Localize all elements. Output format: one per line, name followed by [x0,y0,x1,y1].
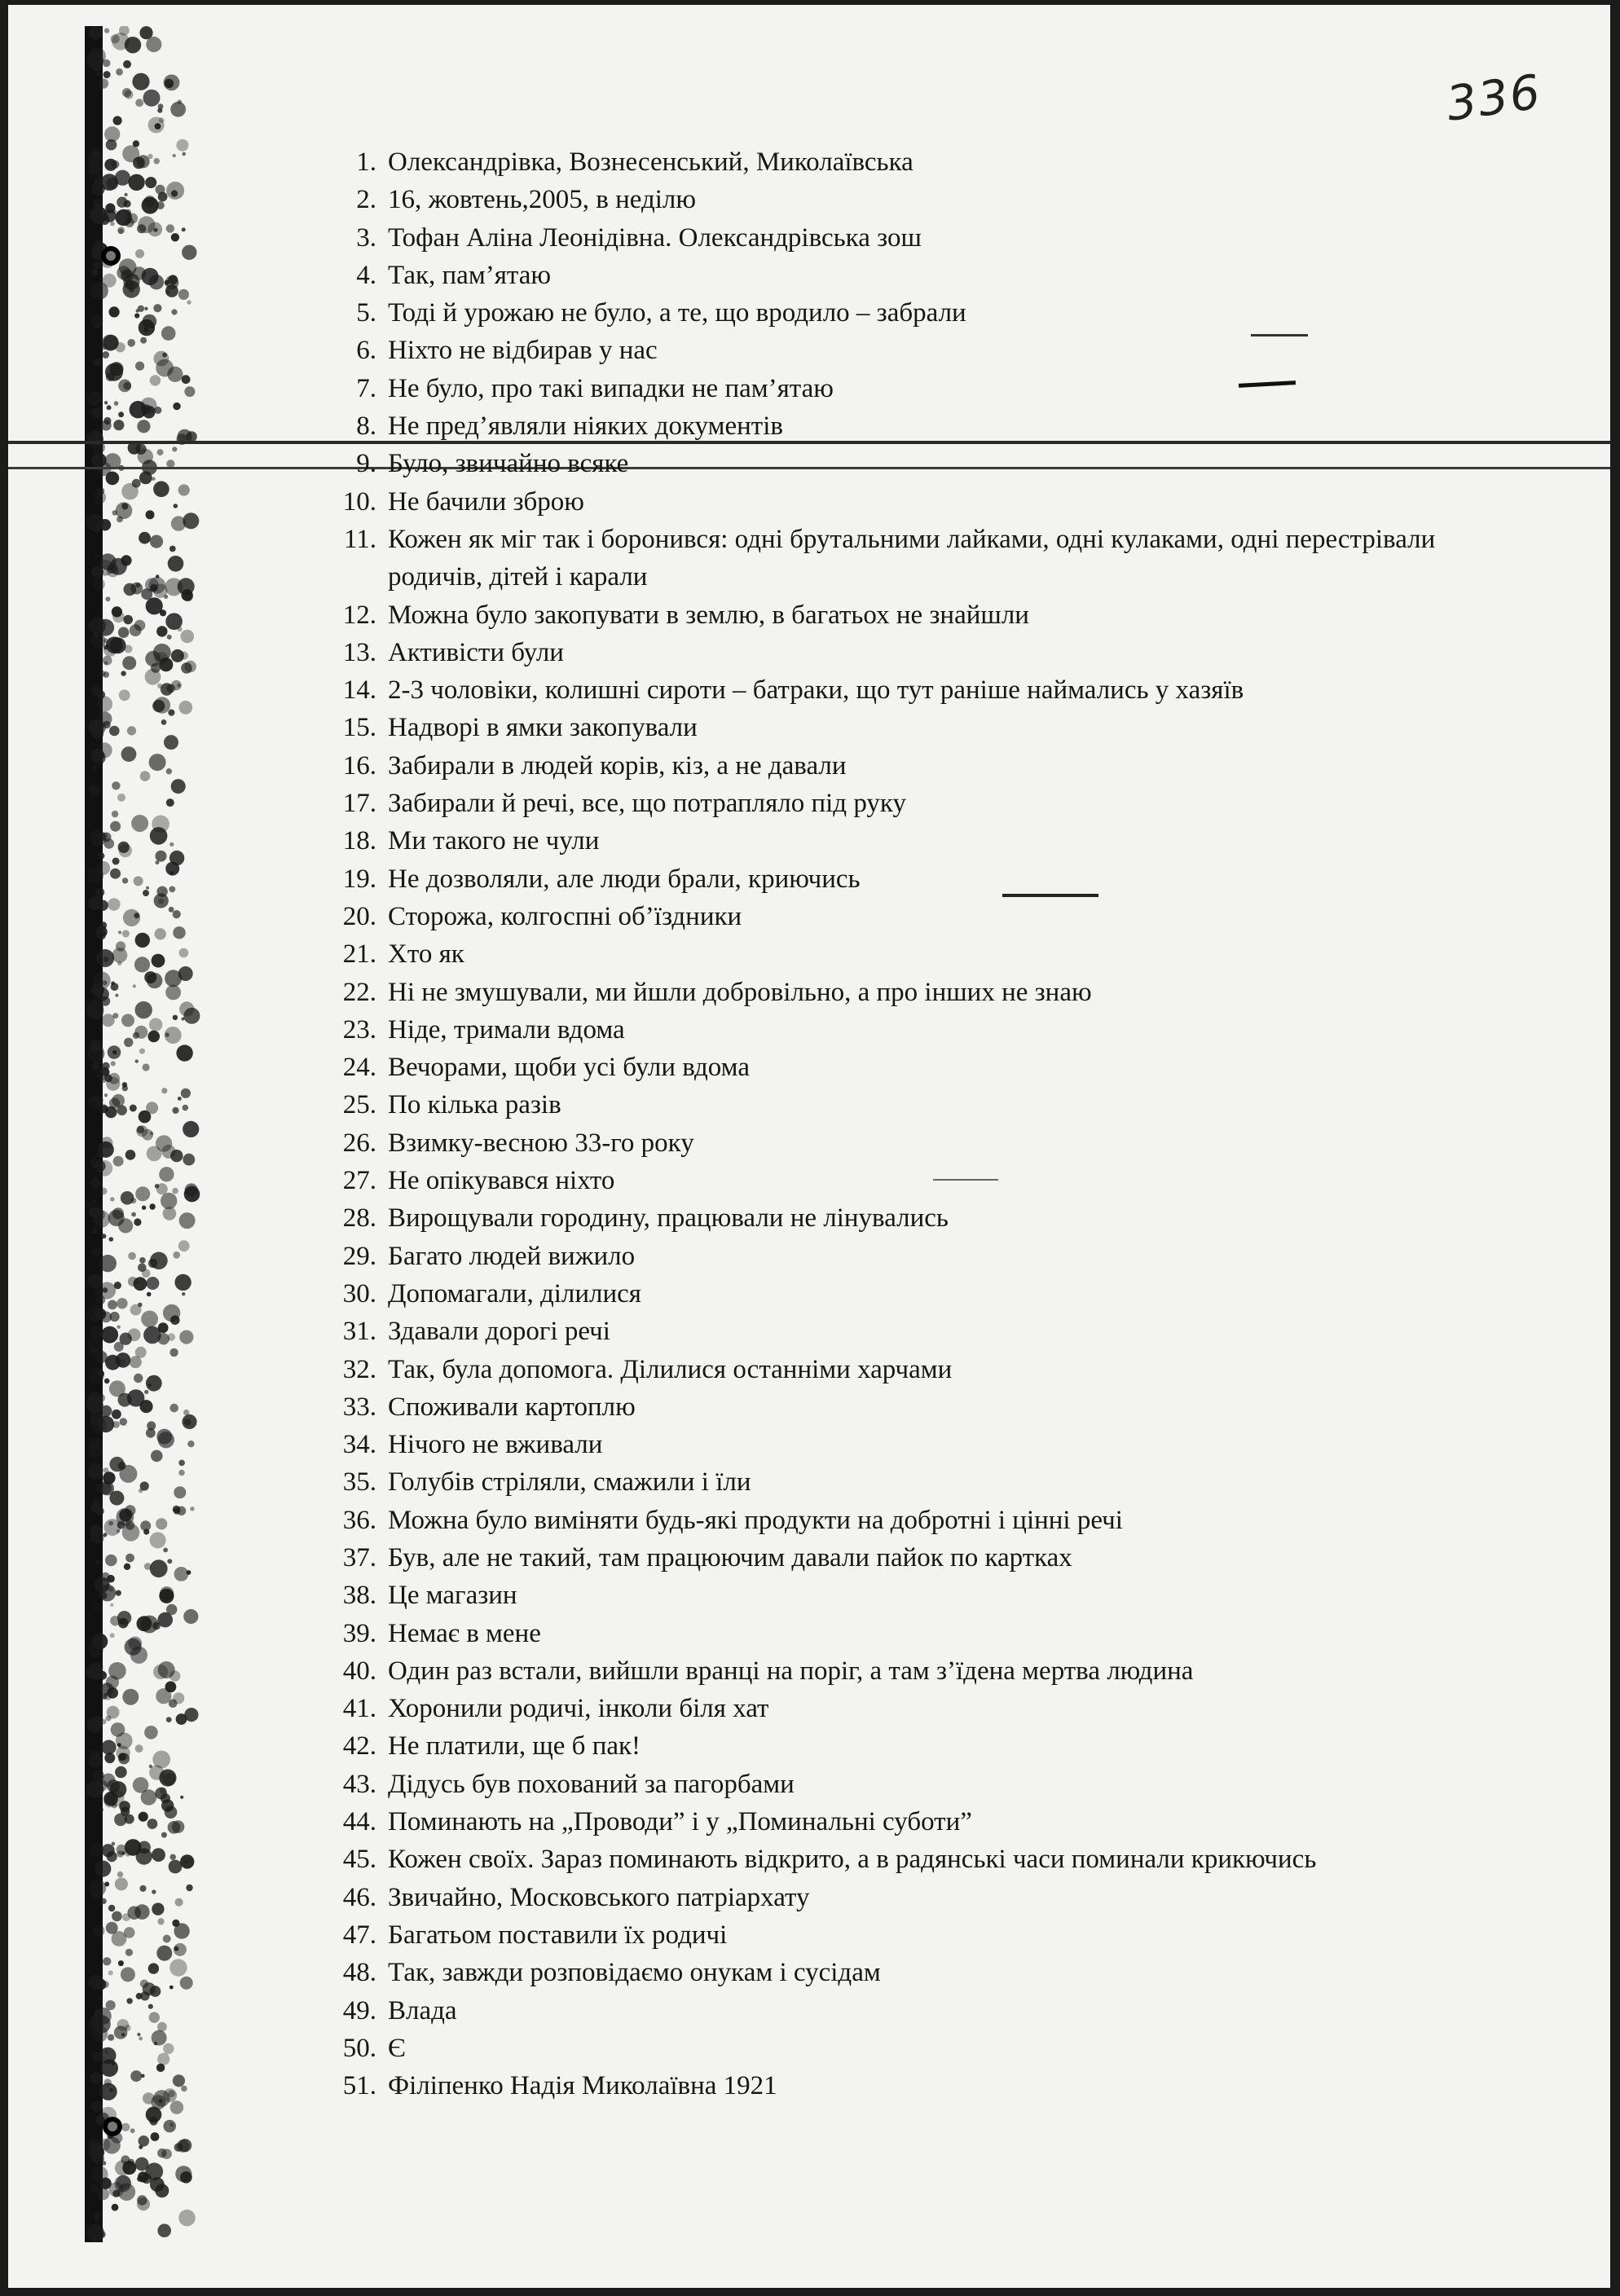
answer-item [326,822,1532,860]
answer-number: 31. [342,1317,376,1347]
answer-text: Можна було виміняти будь-які продукти на добротні і цінні речі [388,1505,1123,1535]
answer-text: Олександрівка, Вознесенський, Миколаївська [388,147,913,177]
scan-noise-pattern [86,26,200,2242]
answer-text: 16, жовтень,2005, в неділю [388,185,697,215]
answer-text: 2-3 чоловіки, колишні сироти – батраки, що тут раніше наймались у хазяїв [388,675,1244,706]
answer-item [326,1426,1532,1463]
answer-number: 41. [342,1694,376,1724]
answer-item [326,294,1532,332]
answer-number: 33. [342,1392,376,1422]
answer-number: 25. [342,1090,376,1120]
answer-text: Голубів стріляли, смажили і їли [388,1467,751,1498]
answer-number: 2. [356,185,376,215]
answer-number: 27. [342,1166,376,1196]
answer-text: Забирали й речі, все, що потрапляло під руку [388,789,906,819]
answer-number: 50. [342,2033,376,2063]
answer-number: 7. [356,373,376,403]
answer-item [326,370,1532,407]
answer-text: Був, але не такий, там працюючим давали пайок по картках [388,1542,1072,1572]
answer-number: 5. [356,298,376,328]
answer-text: Звичайно, Московського патріархату [388,1882,810,1912]
answer-text: Допомагали, ділилися [388,1278,641,1309]
answer-item [326,1502,1532,1539]
answer-item [326,332,1532,369]
answer-text: Так, пам’ятаю [388,260,551,290]
answer-text: Поминають на „Проводи” і у „Поминальні суботи” [388,1807,972,1837]
answer-number: 24. [342,1053,376,1083]
answer-number: 23. [342,1014,376,1045]
answer-text: Споживали картоплю [388,1392,636,1422]
answer-number: 21. [342,939,376,970]
answer-text: Не бачили зброю [388,486,584,517]
answer-item [326,1916,1532,1954]
answer-text: Немає в мене [388,1618,541,1648]
answer-text: Сторожа, колгоспні об’їздники [388,901,742,931]
answer-item [326,1388,1532,1426]
answer-number: 40. [342,1656,376,1686]
answer-text: Багато людей вижило [388,1241,636,1271]
answer-text: Надворі в ямки закопували [388,713,698,743]
answer-number: 17. [342,789,376,819]
answer-number: 18. [342,826,376,856]
answer-text: Ми такого не чули [388,826,600,856]
answer-text: Здавали дорогі речі [388,1317,610,1347]
answer-text: Взимку-весною 33-го року [388,1128,694,1158]
answer-text: Ніхто не відбирав у нас [388,336,658,366]
answer-item [326,1313,1532,1350]
answer-number: 44. [342,1807,376,1837]
answer-number: 4. [356,260,376,290]
answer-item [326,634,1532,671]
answer-text: Один раз встали, вийшли вранці на поріг, а там з’їдена мертва людина [388,1656,1194,1686]
answer-text: Активісти були [388,637,564,667]
answer-item [326,1049,1532,1086]
answer-number: 38. [342,1581,376,1611]
answer-text: Кожен своїх. Зараз поминають відкрито, а в радянські часи поминали крикючись [388,1845,1317,1875]
answer-number: 49. [342,1995,376,2025]
answer-text: Дідусь був похований за пагорбами [388,1769,795,1799]
answer-text: Не опікувався ніхто [388,1166,615,1196]
answer-item [326,1652,1532,1690]
answer-number: 13. [342,637,376,667]
binding-strip [85,26,103,2242]
answer-number: 47. [342,1920,376,1950]
answer-item [326,1275,1532,1313]
answer-item [326,2067,1532,2105]
answer-number: 3. [356,222,376,253]
answer-number: 1. [356,147,376,177]
answer-text: Вечорами, щоби усі були вдома [388,1053,750,1083]
answer-number: 28. [342,1203,376,1234]
answer-item [326,1463,1532,1501]
answer-number: 32. [342,1354,376,1384]
answer-item [326,1086,1532,1124]
answer-item [326,1199,1532,1237]
answer-item [326,2030,1532,2067]
answer-text: Тофан Аліна Леонідівна. Олександрівська зош [388,222,922,253]
answer-number: 43. [342,1769,376,1799]
answer-text: Можна було закопувати в землю, в багатьох не знайшли [388,600,1029,630]
answer-number: 35. [342,1467,376,1498]
answer-item [326,1577,1532,1614]
answer-number: 6. [356,336,376,366]
answer-number: 42. [342,1731,376,1762]
answer-number: 19. [342,864,376,894]
answer-item [326,747,1532,785]
answer-text: Не дозволяли, але люди брали, криючись [388,864,861,894]
answer-text: Не пред’являли ніяких документів [388,411,783,442]
answer-item [326,1162,1532,1199]
answer-item [326,1766,1532,1803]
answer-number: 11. [343,524,376,554]
answer-number: 12. [342,600,376,630]
answer-number: 45. [342,1845,376,1875]
answer-number: 46. [342,1882,376,1912]
answer-text: Влада [388,1995,457,2025]
answer-number: 14. [342,675,376,706]
answer-text: Багатьом поставили їх родичі [388,1920,728,1950]
answer-item [326,407,1532,445]
answer-text: Не платили, ще б пак! [388,1731,641,1762]
answer-text: Ніде, тримали вдома [388,1014,625,1045]
answer-number: 36. [342,1505,376,1535]
answer-text: Було, звичайно всяке [388,449,629,479]
answer-text: Це магазин [388,1581,517,1611]
answer-number: 15. [342,713,376,743]
answer-item [326,521,1532,596]
answer-item [326,1615,1532,1652]
answer-text: Не було, про такі випадки не пам’ятаю [388,373,834,403]
answer-item [326,1011,1532,1049]
answer-item [326,1727,1532,1765]
answer-text: Хто як [388,939,464,970]
answer-number: 30. [342,1278,376,1309]
answer-number: 34. [342,1430,376,1460]
answer-item [326,1690,1532,1727]
answer-item [326,1539,1532,1577]
answer-item [326,1841,1532,1878]
answer-item [326,1238,1532,1275]
answer-text: Вирощували городину, працювали не лінувались [388,1203,949,1234]
answer-number: 16. [342,750,376,781]
answer-item [326,935,1532,973]
answer-list [326,143,1532,2105]
answer-item [326,1954,1532,1991]
answer-item [326,143,1532,181]
answer-number: 9. [356,449,376,479]
answer-number: 8. [356,411,376,442]
answer-item [326,1992,1532,2030]
answer-item [326,1351,1532,1388]
answer-number: 48. [342,1958,376,1988]
answer-item [326,860,1532,898]
answer-number: 26. [342,1128,376,1158]
answer-item [326,257,1532,294]
answer-number: 20. [342,901,376,931]
binding-edge-noise [78,26,217,2242]
answer-text: Тоді й урожаю не було, а те, що вродило – забрали [388,298,966,328]
answer-number: 10. [342,486,376,517]
answer-item [326,483,1532,521]
answer-item [326,1124,1532,1162]
answer-text: Так, була допомога. Ділилися останніми харчами [388,1354,953,1384]
answer-number: 37. [342,1542,376,1572]
answer-item [326,974,1532,1011]
answer-item [326,898,1532,935]
answer-number: 29. [342,1241,376,1271]
answer-item [326,785,1532,822]
answer-item [326,709,1532,746]
answer-text: Так, завжди розповідаємо онукам і сусідам [388,1958,881,1988]
answer-item [326,445,1532,482]
answer-item [326,181,1532,218]
answer-text: По кілька разів [388,1090,561,1120]
answer-text: Забирали в людей корів, кіз, а не давали [388,750,847,781]
answer-item [326,671,1532,709]
answer-number: 51. [342,2071,376,2101]
answer-text: Ні не змушували, ми йшли добровільно, а про інших не знаю [388,977,1092,1007]
answer-item [326,219,1532,257]
answer-number: 39. [342,1618,376,1648]
answer-item [326,1803,1532,1841]
answer-number: 22. [342,977,376,1007]
answer-item [326,596,1532,634]
answer-item [326,1879,1532,1916]
answer-text: Хоронили родичі, інколи біля хат [388,1694,769,1724]
answer-text: Нічого не вживали [388,1430,603,1460]
answer-text: Філіпенко Надія Миколаївна 1921 [388,2071,777,2101]
page-number: 336 [1442,64,1545,132]
answer-text: Кожен як міг так і боронився: одні брутальними лайками, одні кулаками, одні перестрівали родичів, дітей і карали [388,524,1436,592]
answer-text: Є [388,2033,406,2063]
document-page [8,5,1610,2288]
